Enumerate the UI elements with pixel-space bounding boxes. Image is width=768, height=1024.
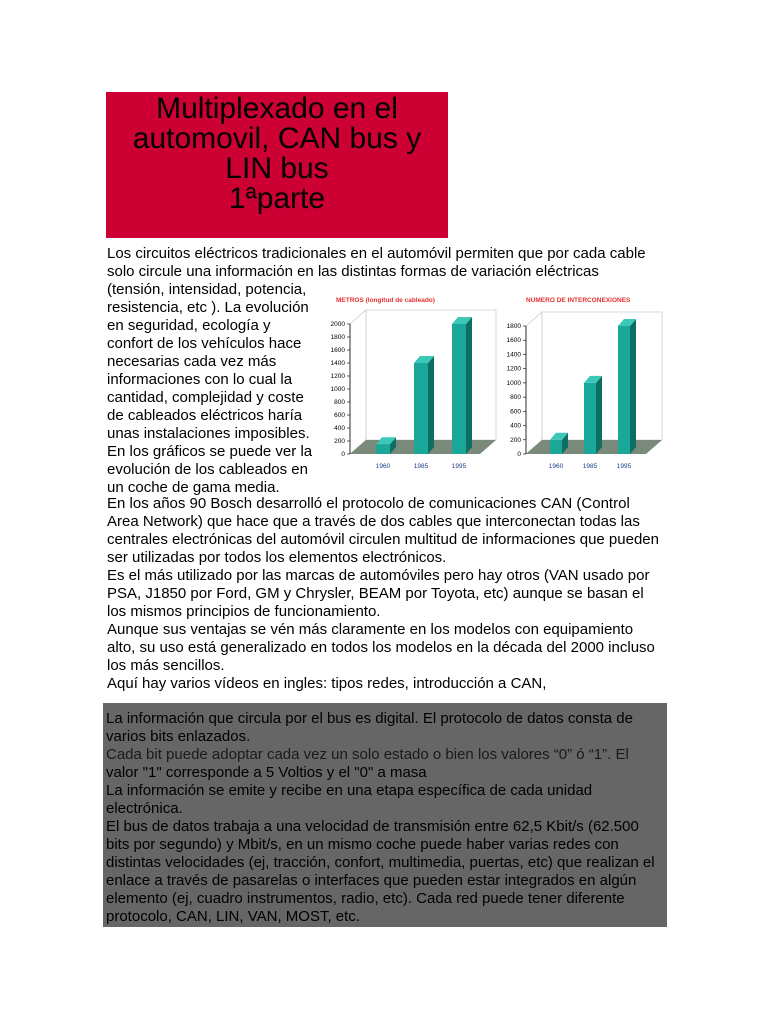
intro-line: de cableados eléctricos haría xyxy=(107,407,303,424)
gray-line: La información que circula por el bus es digital. El protocolo de datos consta de xyxy=(106,710,633,727)
gray-line: bits por segundo) y Mbit/s, en un mismo coche puede haber varias redes con xyxy=(106,836,619,853)
gray-line: elemento (ej, cuadro instrumentos, radio, etc). Cada red puede tener diferente xyxy=(106,890,625,907)
y-tick-label: 1800 xyxy=(506,323,521,330)
bar xyxy=(414,363,428,454)
y-tick-label: 1200 xyxy=(330,373,345,380)
intro-line: unas instalaciones imposibles. xyxy=(107,425,310,442)
chart-metros xyxy=(318,292,504,478)
chart-side-wall xyxy=(526,312,542,454)
bar xyxy=(618,326,630,454)
chart-side-wall xyxy=(350,310,366,454)
intro-line: en seguridad, ecología y xyxy=(107,317,271,334)
y-tick-label: 400 xyxy=(510,422,521,430)
gray-line: valor "1" corresponde a 5 Voltios y el "0" a masa xyxy=(106,764,427,781)
intro-line: resistencia, etc ). La evolución xyxy=(107,299,309,316)
y-tick-label: 1600 xyxy=(330,347,345,354)
y-tick-label: 2000 xyxy=(330,321,345,328)
bar-side xyxy=(428,356,434,454)
chart-metros-svg xyxy=(318,292,504,478)
y-tick-label: 1600 xyxy=(506,337,521,345)
chart-title: METROS (longitud de cableado) xyxy=(336,297,435,304)
body-line: Aquí hay varios vídeos en ingles: tipos redes, introducción a CAN, xyxy=(107,675,547,692)
body-line: los más sencillos. xyxy=(107,657,225,674)
category-label: 1995 xyxy=(616,463,632,470)
gray-line: protocolo, CAN, LIN, VAN, MOST, etc. xyxy=(106,908,360,925)
body-line: alto, su uso está generalizado en todos los modelos en la década del 2000 incluso xyxy=(107,639,655,656)
intro-line: evolución de los cableados en xyxy=(107,461,308,478)
bar xyxy=(452,324,466,454)
chart-interconexiones-svg xyxy=(500,292,668,478)
title-box xyxy=(106,92,448,238)
body-line: ser utilizadas por todos los elementos electrónicos. xyxy=(107,549,447,566)
y-tick-label: 0 xyxy=(341,451,345,458)
y-tick-label: 600 xyxy=(334,412,345,419)
intro-line: informaciones con lo cual la xyxy=(107,371,293,388)
y-tick-label: 1000 xyxy=(506,379,521,387)
title-line-2: automovil, CAN bus y xyxy=(132,122,422,155)
chart-title: NUMERO DE INTERCONEXIONES xyxy=(526,297,631,304)
y-tick-label: 1400 xyxy=(330,360,345,367)
gray-line: varios bits enlazados. xyxy=(106,728,251,745)
intro-line: solo circule una información en las distintas formas de variación eléctricas xyxy=(107,263,599,280)
gray-line: Cada bit puede adoptar cada vez un solo estado o bien los valores “0” ó “1”. El xyxy=(106,746,629,763)
gray-line: La información se emite y recibe en una etapa específica de cada unidad xyxy=(106,782,593,799)
gray-line: distintas velocidades (ej, tracción, confort, multimedia, puertas, etc) que realizan el xyxy=(106,854,655,871)
category-label: 1960 xyxy=(375,463,391,470)
bar-side xyxy=(466,317,472,454)
y-tick-label: 600 xyxy=(510,408,521,416)
y-tick-label: 0 xyxy=(517,451,521,458)
intro-line: (tensión, intensidad, potencia, xyxy=(107,281,307,298)
intro-line: un coche de gama media. xyxy=(107,479,280,496)
body-line: centrales electrónicas del automóvil circulen multitud de informaciones que pueden xyxy=(107,531,659,548)
y-tick-label: 800 xyxy=(510,394,521,402)
category-label: 1985 xyxy=(582,463,598,470)
bar xyxy=(376,444,390,454)
body-line: Area Network) que hace que a través de dos cables que interconectan todas las xyxy=(107,513,640,530)
y-tick-label: 200 xyxy=(510,436,521,444)
gray-line: enlace a través de pasarelas o interfaces que pueden estar integrados en algún xyxy=(106,872,637,889)
y-tick-label: 1000 xyxy=(330,386,345,393)
intro-line: En los gráficos se puede ver la xyxy=(107,443,313,460)
chart-interconexiones xyxy=(500,292,668,478)
y-tick-label: 1200 xyxy=(506,365,521,373)
bar-side xyxy=(630,319,636,454)
body-line: PSA, J1850 por Ford, GM y Chrysler, BEAM por Toyota, etc) aunque se basan el xyxy=(107,585,644,602)
intro-line: cantidad, complejidad y coste xyxy=(107,389,304,406)
title-line-4: 1ªparte xyxy=(228,182,326,215)
y-tick-label: 1400 xyxy=(506,351,521,359)
intro-line: confort de los vehículos hace xyxy=(107,335,302,352)
body-line: Es el más utilizado por las marcas de automóviles pero hay otros (VAN usado por xyxy=(107,567,650,584)
y-tick-label: 1800 xyxy=(330,334,345,341)
title-line-3: LIN bus xyxy=(225,152,329,185)
body-line: Aunque sus ventajas se vén más claramente en los modelos con equipamiento xyxy=(107,621,634,638)
gray-line: El bus de datos trabaja a una velocidad de transmisión entre 62,5 Kbit/s (62.500 xyxy=(106,818,639,835)
body-line: En los años 90 Bosch desarrolló el protocolo de comunicaciones CAN (Control xyxy=(107,495,630,512)
category-label: 1985 xyxy=(413,463,429,470)
intro-line: necesarias cada vez más xyxy=(107,353,277,370)
y-tick-label: 800 xyxy=(334,399,345,406)
bar xyxy=(550,440,562,454)
bar-side xyxy=(596,376,602,454)
body-line: los mismos principios de funcionamiento. xyxy=(107,603,381,620)
y-tick-label: 200 xyxy=(334,438,345,445)
category-label: 1960 xyxy=(548,463,564,470)
category-label: 1995 xyxy=(451,463,467,470)
bar xyxy=(584,383,596,454)
intro-line: Los circuitos eléctricos tradicionales en el automóvil permiten que por cada cable xyxy=(107,245,646,262)
gray-line: electrónica. xyxy=(106,800,183,817)
title-line-1: Multiplexado en el xyxy=(156,92,398,125)
y-tick-label: 400 xyxy=(334,425,345,432)
